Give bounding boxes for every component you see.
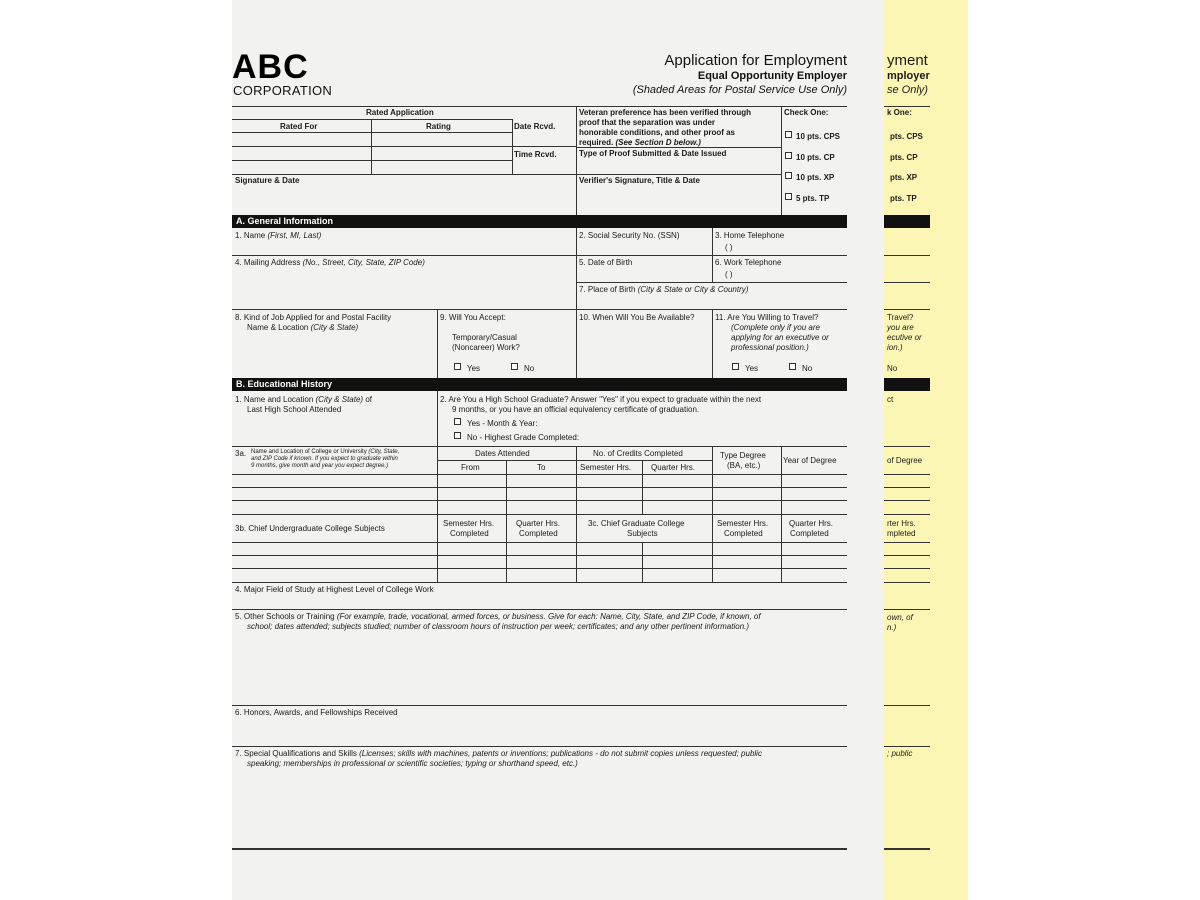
field-label: 3. Home Telephone <box>715 231 785 240</box>
field-hint: applying for an executive or <box>731 333 829 342</box>
field-label: 2. Are You a High School Graduate? Answer "Yes" if you expect to graduate within the next <box>440 395 762 404</box>
checkbox-5-tp[interactable] <box>785 193 792 200</box>
copy-pub: ; public <box>887 749 913 758</box>
option-label: 10 pts. XP <box>796 173 835 182</box>
field-label: Temporary/Casual <box>452 333 517 342</box>
field-label: 9. Will You Accept: <box>440 313 506 322</box>
field-label: 1. Name and Location <box>235 395 314 404</box>
field-label: 3a. <box>235 449 247 458</box>
copy-n: n.) <box>887 623 897 632</box>
phone-parens: ( ) <box>725 270 733 279</box>
company-logo: ABC <box>232 48 309 86</box>
field-label: 4. Mailing Address <box>235 258 301 267</box>
field-hint: (No., Street, City, State, ZIP Code) <box>302 258 425 267</box>
semester-completed-label: Completed <box>724 529 763 538</box>
field-hint: (City & State) <box>315 395 364 404</box>
copy-exec: ecutive or <box>887 333 922 342</box>
hs-grad-yes-checkbox[interactable] <box>454 418 461 425</box>
veteran-text: required. <box>579 138 614 147</box>
field-hint: (Licenses; skills with machines, patents or inventions; publications - do not submit copies unless requested; public <box>359 749 762 758</box>
copy-note: se Only) <box>887 84 928 96</box>
verifier-label: Verifier's Signature, Title & Date <box>579 176 700 185</box>
field-label: 3c. Chief Graduate College <box>588 519 685 528</box>
option-label: 5 pts. TP <box>796 194 830 203</box>
field-label: No - Highest Grade Completed: <box>467 433 580 442</box>
copy-no: No <box>887 364 898 373</box>
copy-travel: Travel? <box>887 313 914 322</box>
copy-option: pts. CP <box>890 153 918 162</box>
field-hint: (First, MI, Last) <box>267 231 322 240</box>
veteran-text: proof that the separation was under <box>579 118 716 127</box>
type-degree-label: (BA, etc.) <box>727 461 761 470</box>
field-hint: If you expect to graduate within <box>314 456 398 462</box>
field-label: 2. Social Security No. (SSN) <box>579 231 680 240</box>
checkbox-10-cps[interactable] <box>785 131 792 138</box>
copy-qtr: rter Hrs. <box>887 519 916 528</box>
section-b-header: B. Educational History <box>232 378 847 391</box>
check-one-label: Check One: <box>784 108 829 117</box>
field-label: Last High School Attended <box>247 405 342 414</box>
field-label: 11. Are You Willing to Travel? <box>715 313 819 322</box>
copy-degree: of Degree <box>887 456 923 465</box>
copy-option: pts. CPS <box>890 132 923 141</box>
no-label: No <box>802 364 813 373</box>
field-hint: school; dates attended; subjects studied; number of classroom hours of instruction per week; certificates; and any other pertinent information.) <box>247 622 750 631</box>
form-title: Application for Employment <box>664 52 847 69</box>
date-rcvd-label: Date Rcvd. <box>514 122 556 131</box>
field-label: 10. When Will You Be Available? <box>579 313 695 322</box>
copy-section-bar <box>884 378 930 391</box>
field-label: 5. Date of Birth <box>579 258 633 267</box>
copy-check-one: k One: <box>887 108 912 117</box>
copy-ct: ct <box>887 395 894 404</box>
field-label: 7. Special Qualifications and Skills <box>235 749 357 758</box>
field-hint: (For example, trade, vocational, armed forces, or business. Give for each: Name, City, State, and ZIP Code, if known, of <box>336 612 761 621</box>
field-label: (Noncareer) Work? <box>452 343 520 352</box>
from-label: From <box>461 463 480 472</box>
semester-hrs-label: Semester Hrs. <box>580 463 632 472</box>
option-label: 10 pts. CPS <box>796 132 841 141</box>
field-hint: professional position.) <box>731 343 809 352</box>
veteran-text: Veteran preference has been verified through <box>579 108 752 117</box>
quarter-completed-label: Quarter Hrs. <box>789 519 834 528</box>
travel-yes-checkbox[interactable] <box>732 363 739 370</box>
credits-label: No. of Credits Completed <box>593 449 683 458</box>
quarter-completed-label: Completed <box>790 529 829 538</box>
rating-label: Rating <box>426 122 451 131</box>
copy-are: you are <box>887 323 914 332</box>
semester-completed-label: Completed <box>450 529 489 538</box>
time-rcvd-label: Time Rcvd. <box>514 150 557 159</box>
copy-option: pts. TP <box>890 194 917 203</box>
field-hint: (City & State or City & Country) <box>637 285 749 294</box>
form-note: (Shaded Areas for Postal Service Use Only) <box>632 84 847 96</box>
application-form <box>232 0 884 900</box>
copy-subtitle: mployer <box>887 70 930 82</box>
field-label: 3b. Chief Undergraduate College Subjects <box>235 524 385 533</box>
carbon-copy-sheet <box>884 0 968 900</box>
copy-section-bar <box>884 215 930 228</box>
rated-application-heading: Rated Application <box>366 108 434 117</box>
field-label: Yes - Month & Year: <box>467 419 538 428</box>
copy-own: own, of <box>887 613 913 622</box>
proof-label: Type of Proof Submitted & Date Issued <box>579 149 727 158</box>
field-label: 8. Kind of Job Applied for and Postal Facility <box>235 313 392 322</box>
field-label: Name & Location <box>247 323 309 332</box>
no-label: No <box>524 364 535 373</box>
field-label: 6. Work Telephone <box>715 258 782 267</box>
checkbox-10-cp[interactable] <box>785 152 792 159</box>
semester-completed-label: Semester Hrs. <box>443 519 495 528</box>
field-label: 7. Place of Birth <box>579 285 636 294</box>
field-hint: 9 months, give month and year you expect degree.) <box>251 463 389 469</box>
accept-temp-yes-checkbox[interactable] <box>454 363 461 370</box>
quarter-completed-label: Completed <box>519 529 558 538</box>
field-label: Subjects <box>627 529 658 538</box>
field-hint: (City & State) <box>310 323 359 332</box>
to-label: To <box>537 463 546 472</box>
field-label: 9 months, or you have an official equivalency certificate of graduation. <box>452 405 700 414</box>
option-label: 10 pts. CP <box>796 153 835 162</box>
phone-parens: ( ) <box>725 243 733 252</box>
form-subtitle: Equal Opportunity Employer <box>697 70 847 82</box>
rated-for-label: Rated For <box>280 122 318 131</box>
field-label: 6. Honors, Awards, and Fellowships Received <box>235 708 398 717</box>
yes-label: Yes <box>467 364 481 373</box>
company-name: CORPORATION <box>233 83 333 98</box>
copy-title: yment <box>887 52 928 69</box>
veteran-text-hint: (See Section D below.) <box>615 138 701 147</box>
field-hint: (Complete only if you are <box>731 323 820 332</box>
field-hint: speaking; memberships in professional or scientific societies; typing or shorthand speed, etc.) <box>247 759 578 768</box>
quarter-completed-label: Quarter Hrs. <box>516 519 561 528</box>
field-hint: (City, State, <box>368 449 400 455</box>
yes-label: Yes <box>745 364 759 373</box>
field-label: 1. Name <box>235 231 266 240</box>
field-label: 4. Major Field of Study at Highest Level of College Work <box>235 585 434 594</box>
dates-attended-label: Dates Attended <box>475 449 530 458</box>
checkbox-10-xp[interactable] <box>785 172 792 179</box>
quarter-hrs-label: Quarter Hrs. <box>651 463 696 472</box>
copy-pos: ion.) <box>887 343 903 352</box>
hs-grad-no-checkbox[interactable] <box>454 432 461 439</box>
field-label: 5. Other Schools or Training <box>235 612 335 621</box>
field-hint: and ZIP Code if known. <box>251 456 314 462</box>
travel-no-checkbox[interactable] <box>789 363 796 370</box>
copy-option: pts. XP <box>890 173 918 182</box>
semester-completed-label: Semester Hrs. <box>717 519 769 528</box>
veteran-text: honorable conditions, and other proof as <box>579 128 736 137</box>
type-degree-label: Type Degree <box>720 451 766 460</box>
section-a-header: A. General Information <box>232 215 847 228</box>
field-label: Name and Location of College or University <box>251 449 367 455</box>
year-degree-label: Year of Degree <box>783 456 837 465</box>
field-label: of <box>365 395 372 404</box>
accept-temp-no-checkbox[interactable] <box>511 363 518 370</box>
signature-date-label: Signature & Date <box>235 176 300 185</box>
copy-qtr: mpleted <box>887 529 916 538</box>
